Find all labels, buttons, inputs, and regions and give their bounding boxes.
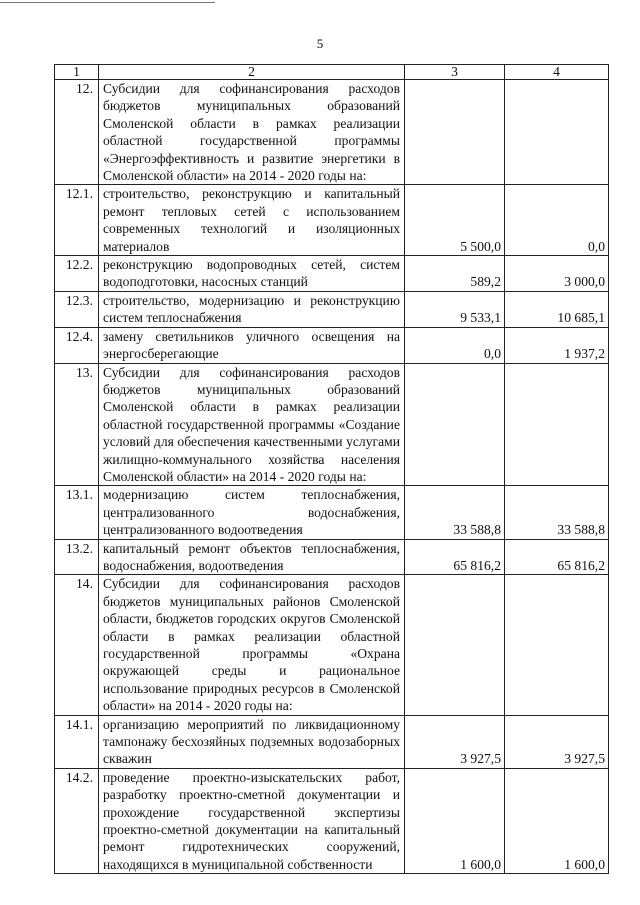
- row-description: строительство, реконструкцию и капитальный ремонт тепловых сетей с использованием современных технологий и изоляционных материалов: [99, 185, 405, 256]
- row-number: 13.: [55, 363, 99, 486]
- table-row: [55, 768, 609, 873]
- row-number: 13.1.: [55, 486, 99, 539]
- row-value-col4: [505, 80, 609, 185]
- top-rule: [0, 2, 215, 3]
- row-value-col4: 3 927,5: [505, 715, 609, 768]
- row-description: капитальный ремонт объектов теплоснабжения, водоснабжения, водоотведения: [99, 539, 405, 575]
- table-row: [55, 256, 609, 292]
- row-value-col4: [505, 363, 609, 486]
- header-cell-2: 2: [99, 65, 405, 80]
- table-row: [55, 539, 609, 575]
- row-value-col3: [405, 575, 505, 715]
- row-value-col4: 0,0: [505, 185, 609, 256]
- row-value-col4: 10 685,1: [505, 291, 609, 327]
- row-value-col4: [505, 575, 609, 715]
- row-value-col4: 1 937,2: [505, 327, 609, 363]
- row-number: 14.1.: [55, 715, 99, 768]
- row-number: 13.2.: [55, 539, 99, 575]
- section-row: [55, 363, 609, 486]
- row-number: 12.3.: [55, 291, 99, 327]
- header-cell-4: 4: [505, 65, 609, 80]
- row-value-col3: 589,2: [405, 256, 505, 292]
- row-number: 12.4.: [55, 327, 99, 363]
- row-value-col3: [405, 363, 505, 486]
- row-description: замену светильников уличного освещения на энергосберегающие: [99, 327, 405, 363]
- row-value-col3: 9 533,1: [405, 291, 505, 327]
- table-row: [55, 715, 609, 768]
- header-cell-1: 1: [55, 65, 99, 80]
- table-row: [55, 291, 609, 327]
- row-value-col3: 0,0: [405, 327, 505, 363]
- row-description: Субсидии для софинансирования расходов бюджетов муниципальных образований Смоленской области в рамках реализации областной государственной программы «Создание условий для обеспечения качественными услугами жилищно-коммунального хозяйства населения Смоленской области» на 2014 - 2020 годы на:: [99, 363, 405, 486]
- table-row: [55, 327, 609, 363]
- row-value-col3: 3 927,5: [405, 715, 505, 768]
- page-number: 5: [316, 36, 324, 51]
- row-description: строительство, модернизацию и реконструкцию систем теплоснабжения: [99, 291, 405, 327]
- header-cell-3: 3: [405, 65, 505, 80]
- section-row: [55, 575, 609, 715]
- row-description: модернизацию систем теплоснабжения, централизованного водоснабжения, централизованного водоотведения: [99, 486, 405, 539]
- row-value-col4: 1 600,0: [505, 768, 609, 873]
- row-value-col4: 3 000,0: [505, 256, 609, 292]
- row-number: 12.2.: [55, 256, 99, 292]
- row-number: 14.: [55, 575, 99, 715]
- subsidies-table: [54, 64, 609, 874]
- row-description: организацию мероприятий по ликвидационному тампонажу бесхозяйных подземных водозаборных скважин: [99, 715, 405, 768]
- row-value-col3: 65 816,2: [405, 539, 505, 575]
- row-number: 12.1.: [55, 185, 99, 256]
- table-body: [55, 80, 609, 874]
- row-description: реконструкцию водопроводных сетей, систем водоподготовки, насосных станций: [99, 256, 405, 292]
- row-value-col3: 1 600,0: [405, 768, 505, 873]
- header-row: [55, 65, 609, 80]
- row-value-col4: 33 588,8: [505, 486, 609, 539]
- row-description: Субсидии для софинансирования расходов бюджетов муниципальных районов Смоленской области, бюджетов городских округов Смоленской области в рамках реализации областной государственной программы «Охрана окружающей среды и рациональное использование природных ресурсов в Смоленской области» на 2014 - 2020 годы на:: [99, 575, 405, 715]
- row-number: 14.2.: [55, 768, 99, 873]
- row-description: Субсидии для софинансирования расходов бюджетов муниципальных образований Смоленской области в рамках реализации областной государственной программы «Энергоэффективность и развитие энергетики в Смоленской области» на 2014 - 2020 годы на:: [99, 80, 405, 185]
- table-row: [55, 486, 609, 539]
- row-value-col4: 65 816,2: [505, 539, 609, 575]
- row-value-col3: 5 500,0: [405, 185, 505, 256]
- row-value-col3: 33 588,8: [405, 486, 505, 539]
- row-value-col3: [405, 80, 505, 185]
- row-number: 12.: [55, 80, 99, 185]
- table-row: [55, 185, 609, 256]
- section-row: [55, 80, 609, 185]
- row-description: проведение проектно-изыскательских работ, разработку проектно-сметной документации и прохождение государственной экспертизы проектно-сметной документации на капитальный ремонт гидротехнических сооружений, находящихся в муниципальной собственности: [99, 768, 405, 873]
